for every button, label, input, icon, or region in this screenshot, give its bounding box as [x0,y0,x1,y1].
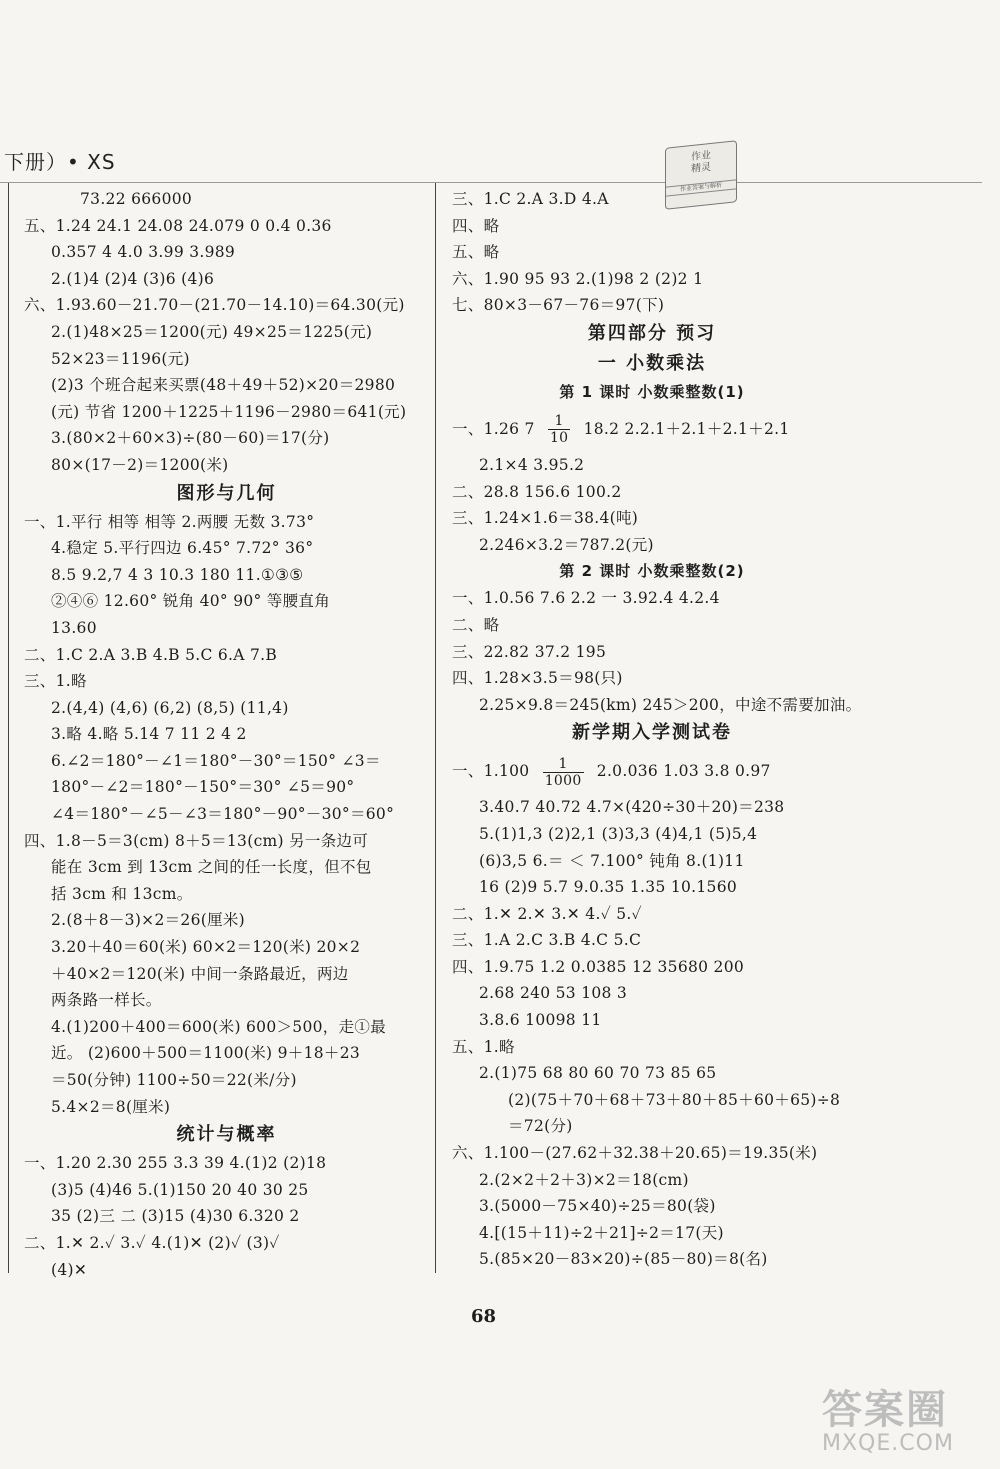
answer-line: ＝50(分钟) 1100÷50＝22(米/分) [51,1071,297,1089]
answer-line: 35 (2)三 二 (3)15 (4)30 6.320 2 [51,1207,300,1226]
fraction-denominator: 10 [549,430,569,447]
answer-line: 0.357 4 4.0 3.99 3.989 [51,243,236,262]
answer-line: 2.(1)48×25＝1200(元) 49×25＝1225(元) [51,322,373,341]
left-margin-rule [8,183,9,1273]
answer-line: 3.(80×2＋60×3)÷(80－60)＝17(分) [51,429,330,448]
answer-line: 5.4×2＝8(厘米) [51,1097,171,1116]
answer-line: 三、1.C 2.A 3.D 4.A [452,190,609,208]
answer-line: (元) 节省 1200＋1225＋1196－2980＝641(元) [51,402,407,421]
answer-line: 8.5 9.2,7 4 3 10.3 180 11.①③⑤ [51,565,304,584]
answer-line: 三、1.24×1.6＝38.4(吨) [452,509,639,528]
answer-line: ②④⑥ 12.60° 锐角 40° 90° 等腰直角 [51,592,331,611]
answer-line: 5.(85×20－83×20)÷(85－80)＝8(名) [479,1250,768,1269]
answer-line: 4.[(15＋11)÷2＋21]÷2＝17(天) [479,1223,724,1242]
section-title-entrance-test: 新学期入学测试卷 [572,722,732,744]
answer-line: 五、略 [452,243,500,262]
answer-line: 16 (2)9 5.7 9.0.35 1.35 10.1560 [479,878,738,897]
answer-line: (6)3,5 6.＝ ＜ 7.100° 钝角 8.(1)11 [479,851,745,870]
logo-line-3: 作业答案与解析 [666,179,736,196]
answer-line: 3.略 4.略 5.14 7 11 2 4 2 [51,725,247,744]
logo-line-2: 精灵 [691,161,711,176]
answer-line: 六、1.93.60－21.70－(21.70－14.10)＝64.30(元) [24,296,405,315]
column-divider [435,183,436,1273]
answer-line: 括 3cm 和 13cm。 [51,884,193,903]
answer-line: ＝72(分) [508,1117,573,1136]
answer-line: 2.(1)4 (2)4 (3)6 (4)6 [51,269,215,288]
page-number: 68 [471,1306,497,1327]
answer-line: ∠4＝180°－∠5－∠3＝180°－90°－30°＝60° [51,805,395,824]
answer-line: 52×23＝1196(元) [51,349,190,368]
section-title-geometry: 图形与几何 [176,482,277,504]
fraction-numerator: 1 [543,756,584,773]
answer-line: 四、1.8－5＝3(cm) 8＋5＝13(cm) 另一条边可 [24,831,369,850]
answer-line: 5.(1)1,3 (2)2,1 (3)3,3 (4)4,1 (5)5,4 [479,824,758,843]
answer-line: ＋40×2＝120(米) 中间一条路最近，两边 [51,964,349,983]
logo-line-1: 作业 [691,149,711,164]
answer-line: 六、1.100－(27.62＋32.38＋20.65)＝19.35(米) [452,1144,818,1163]
answer-line: 2.68 240 53 108 3 [479,984,628,1003]
answer-line: 二、略 [452,615,500,634]
left-column [24,186,429,1283]
answer-line: 180°－∠2＝180°－150°＝30° ∠5＝90° [51,778,355,797]
answer-line: 两条路一样长。 [51,991,162,1010]
answer-line: 二、1.✕ 2.✕ 3.✕ 4.✓ 5.✓ [452,904,642,923]
section-title-decimal-multiplication: 一 小数乘法 [597,352,707,374]
answer-text: 2.0.036 1.03 3.8 0.97 [596,762,771,781]
answer-line: 四、1.9.75 1.2 0.0385 12 35680 200 [452,957,745,976]
answer-line: 三、22.82 37.2 195 [452,642,607,661]
fraction-denominator: 1000 [544,772,582,789]
header-rule [0,182,982,183]
answer-line: 3.8.6 10098 11 [479,1011,602,1030]
answer-text: 一、1.100 [452,762,530,781]
section-title-part-four: 第四部分 预习 [587,322,717,344]
answer-text: 18.2 2.2.1＋2.1＋2.1＋2.1 [583,419,790,438]
watermark [822,1388,992,1458]
page-header: 下册）• XS [4,150,116,174]
answer-line: 五、1.24 24.1 24.08 24.079 0 0.4 0.36 [24,216,332,235]
answer-line: 2.1×4 3.95.2 [479,455,585,474]
answer-line: 四、略 [452,216,500,235]
answer-line: 3.40.7 40.72 4.7×(420÷30＋20)＝238 [479,798,785,817]
lesson-title-2: 第 2 课时 小数乘整数(2) [559,562,745,581]
answer-line: 6.∠2＝180°－∠1＝180°－30°＝150° ∠3＝ [51,751,381,770]
answer-line: (2)(75＋70＋68＋73＋80＋85＋60＋65)÷8 [508,1090,841,1109]
watermark-logo-text: 答案圈 [822,1387,948,1433]
answer-line: 一、1.0.56 7.6 2.2 一 3.92.4 4.2.4 [452,589,720,608]
answer-line: 13.60 [51,618,97,637]
answer-line: 3.20＋40＝60(米) 60×2＝120(米) 20×2 [51,938,361,957]
answer-line: 一、1.20 2.30 255 3.3 39 4.(1)2 (2)18 [24,1154,327,1173]
answer-line-with-fraction [452,406,852,452]
answer-line: 2.(2×2＋2＋3)×2＝18(cm) [479,1170,689,1189]
answer-line: 2.(1)75 68 80 60 70 73 85 65 [479,1064,717,1083]
answer-line: 三、1.A 2.C 3.B 4.C 5.C [452,931,642,950]
answer-line: 三、1.略 [24,672,87,691]
answer-line: 80×(17－2)＝1200(米) [51,455,229,474]
answer-line: (2)3 个班合起来买票(48＋49＋52)×20＝2980 [51,376,396,395]
answer-line: 六、1.90 95 93 2.(1)98 2 (2)2 1 [452,269,704,288]
answer-line: 4.(1)200＋400＝600(米) 600＞500，走①最 [51,1017,386,1036]
right-column [452,186,862,1273]
answer-line: (3)5 (4)46 5.(1)150 20 40 30 25 [51,1180,309,1199]
lesson-title-1: 第 1 课时 小数乘整数(1) [559,382,745,401]
answer-line-with-fraction [452,748,852,794]
answer-line: 一、1.平行 相等 相等 2.两腰 无数 3.73° [24,512,315,531]
section-title-statistics: 统计与概率 [176,1124,277,1146]
answer-line: 2.25×9.8＝245(km) 245＞200，中途不需要加油。 [479,695,862,714]
answer-line: 四、1.28×3.5＝98(只) [452,669,623,688]
answer-line: 能在 3cm 到 13cm 之间的任一长度，但不包 [51,858,372,877]
answer-text: 一、1.26 7 [452,419,535,438]
answer-line: 二、28.8 156.6 100.2 [452,482,622,501]
answer-line: 3.(5000－75×40)÷25＝80(袋) [479,1197,716,1216]
answer-line: 五、1.略 [452,1037,515,1056]
answer-line: 二、1.C 2.A 3.B 4.B 5.C 6.A 7.B [24,645,278,664]
answer-line: 2.(4,4) (4,6) (6,2) (8,5) (11,4) [51,698,289,717]
fraction [543,756,584,789]
answer-line: 二、1.✕ 2.✓ 3.✓ 4.(1)✕ (2)✓ (3)✓ [24,1233,280,1252]
answer-line: 73.22 666000 [80,190,193,208]
fraction [548,413,570,446]
watermark-url: MXQE.COM [822,1431,954,1456]
fraction-numerator: 1 [548,413,570,430]
answer-line: (4)✕ [51,1260,88,1279]
answer-line: 2.(8＋8－3)×2＝26(厘米) [51,911,246,930]
answer-line: 4.稳定 5.平行四边 6.45° 7.72° 36° [51,539,314,558]
answer-line: 近。 (2)600＋500＝1100(米) 9＋18＋23 [51,1044,361,1063]
answer-line: 2.246×3.2＝787.2(元) [479,535,654,554]
answer-line: 七、80×3－67－76＝97(下) [452,296,665,315]
